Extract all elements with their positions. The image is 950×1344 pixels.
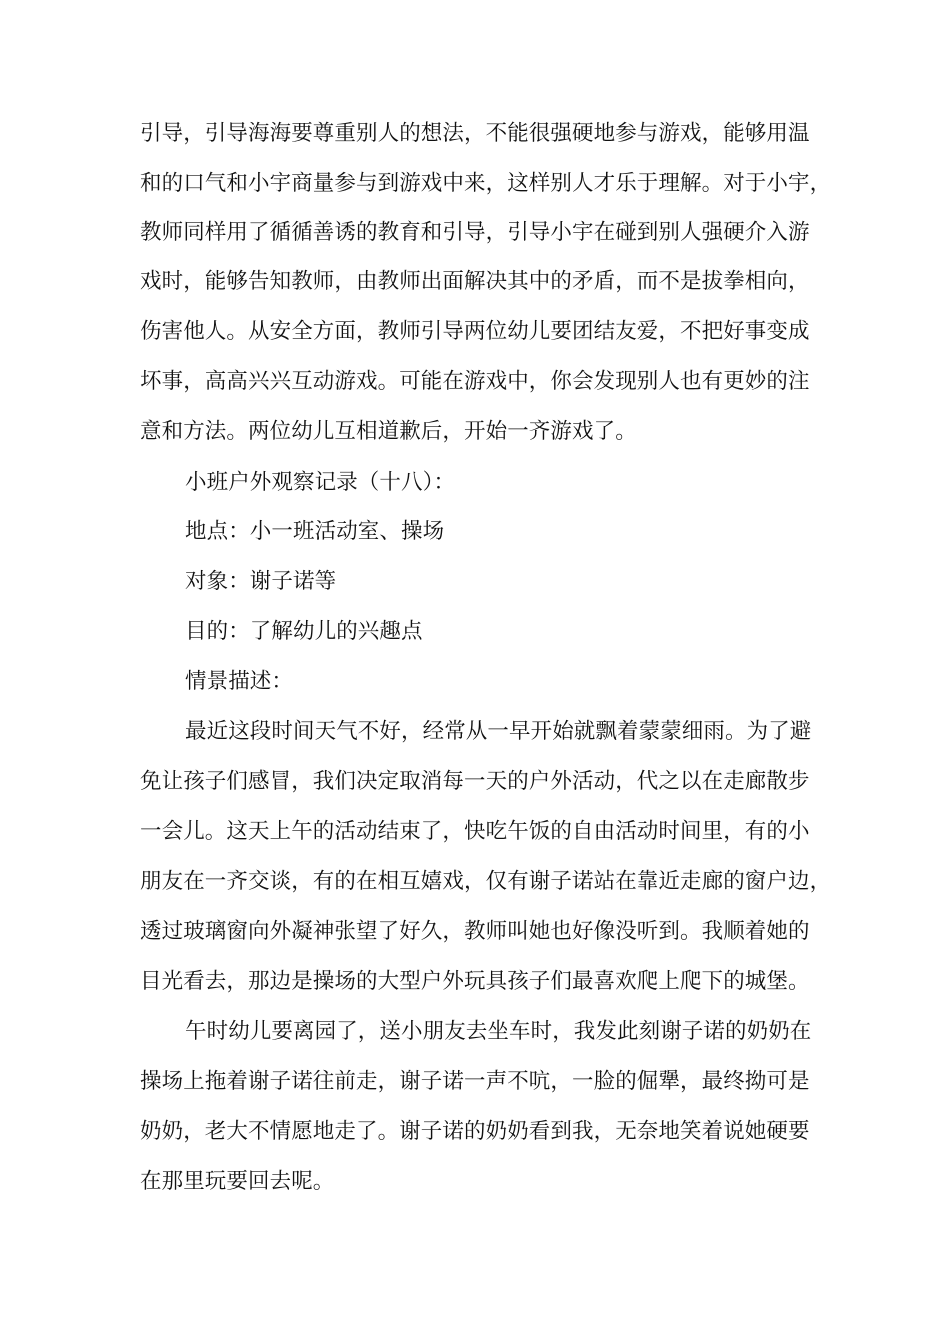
paragraph-1-line-6: 坏事，高高兴兴互动游戏。可能在游戏中，你会发现别人也有更妙的注 [140, 369, 810, 394]
paragraph-1-line-7: 意和方法。两位幼儿互相道歉后，开始一齐游戏了。 [140, 419, 637, 444]
scene-description-label: 情景描述： [185, 669, 294, 694]
paragraph-3-line-4: 在那里玩要回去呢。 [140, 1169, 335, 1194]
paragraph-1-line-2: 和的口气和小宇商量参与到游戏中来，这样别人才乐于理解。对于小宇， [140, 171, 832, 196]
record-heading: 小班户外观察记录（十八）： [185, 470, 456, 495]
paragraph-3-line-2: 操场上拖着谢子诺往前走，谢子诺一声不吭，一脸的倔犟，最终拗可是 [140, 1069, 810, 1094]
paragraph-2-line-4: 朋友在一齐交谈，有的在相互嬉戏，仅有谢子诺站在靠近走廊的窗户边， [140, 869, 832, 894]
paragraph-1-line-3: 教师同样用了循循善诱的教育和引导，引导小宇在碰到别人强硬介入游 [140, 220, 810, 245]
paragraph-2-line-1: 最近这段时间天气不好，经常从一早开始就飘着蒙蒙细雨。为了避 [185, 719, 812, 744]
paragraph-2-line-2: 免让孩子们感冒，我们决定取消每一天的户外活动，代之以在走廊散步 [140, 769, 810, 794]
record-location: 地点：小一班活动室、操场 [185, 519, 445, 544]
paragraph-1-line-4: 戏时，能够告知教师，由教师出面解决其中的矛盾，而不是拔拳相向， [140, 269, 810, 294]
paragraph-3-line-1: 午时幼儿要离园了，送小朋友去坐车时，我发此刻谢子诺的奶奶在 [185, 1019, 812, 1044]
paragraph-3-line-3: 奶奶，老大不情愿地走了。谢子诺的奶奶看到我，无奈地笑着说她硬要 [140, 1119, 810, 1144]
paragraph-2-line-3: 一会儿。这天上午的活动结束了，快吃午饭的自由活动时间里，有的小 [140, 819, 810, 844]
paragraph-1-line-5: 伤害他人。从安全方面，教师引导两位幼儿要团结友爱，不把好事变成 [140, 319, 810, 344]
paragraph-2-line-5: 透过玻璃窗向外凝神张望了好久，教师叫她也好像没听到。我顺着她的 [140, 919, 810, 944]
paragraph-2-line-6: 目光看去，那边是操场的大型户外玩具孩子们最喜欢爬上爬下的城堡。 [140, 969, 810, 994]
record-subject: 对象：谢子诺等 [185, 569, 337, 594]
record-purpose: 目的：了解幼儿的兴趣点 [185, 619, 423, 644]
paragraph-1-line-1: 引导，引导海海要尊重别人的想法，不能很强硬地参与游戏，能够用温 [140, 121, 810, 146]
